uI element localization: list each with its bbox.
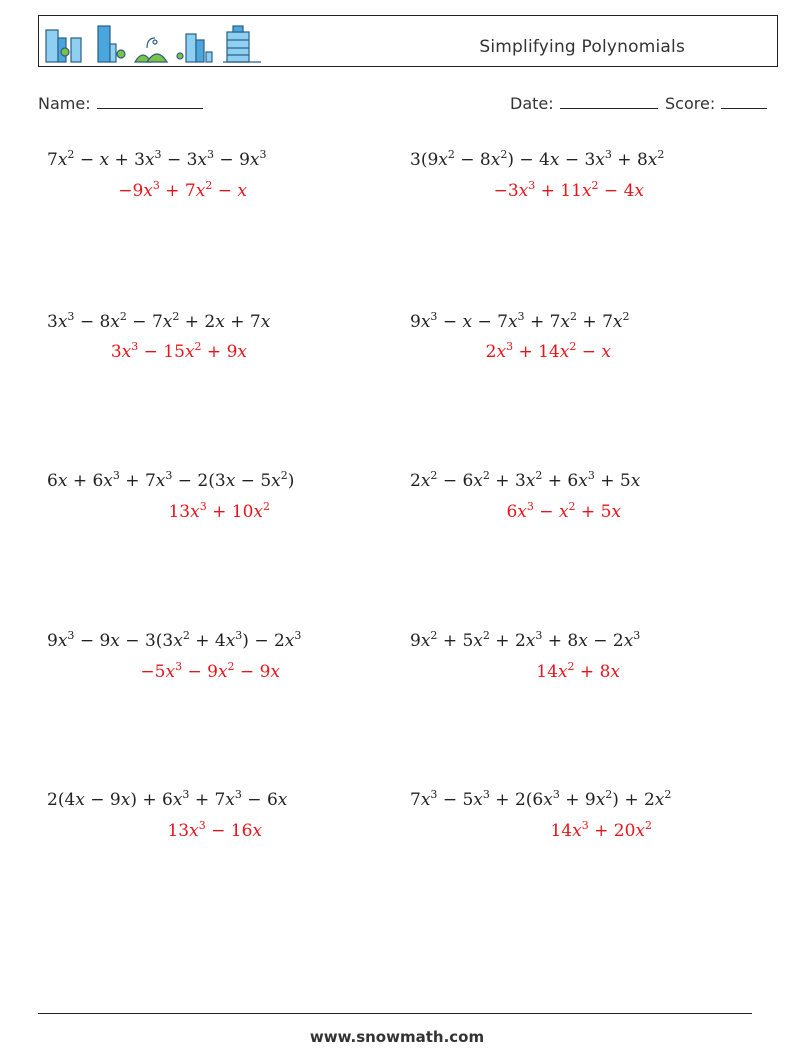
score-line[interactable] <box>721 94 767 109</box>
header-box <box>38 15 778 67</box>
problem-7-answer: $-5x^3 - 9x^2 - 9x$ <box>140 660 280 682</box>
problem-2-answer: $-3x^3 + 11x^2 - 4x$ <box>493 179 644 201</box>
footer-divider <box>38 1013 752 1014</box>
date-line[interactable] <box>560 94 658 109</box>
date-field[interactable] <box>510 94 658 113</box>
name-label: Name: <box>38 94 91 113</box>
problem-9-question: $2(4x - 9x) + 6x^3 + 7x^3 - 6x$ <box>47 788 288 810</box>
name-line[interactable] <box>97 94 203 109</box>
problem-5-answer: $13x^3 + 10x^2$ <box>168 500 270 522</box>
problem-8-question: $9x^2 + 5x^2 + 2x^3 + 8x - 2x^3$ <box>410 629 641 651</box>
problem-1-question: $7x^2 - x + 3x^3 - 3x^3 - 9x^3$ <box>47 148 267 170</box>
name-field[interactable] <box>38 94 203 113</box>
worksheet-title: Simplifying Polynomials <box>479 37 685 57</box>
score-field[interactable] <box>665 94 767 113</box>
problem-9-answer: $13x^3 - 16x$ <box>167 819 262 841</box>
problem-6-question: $2x^2 - 6x^2 + 3x^2 + 6x^3 + 5x$ <box>410 469 641 491</box>
problem-6-answer: $6x^3 - x^2 + 5x$ <box>506 500 621 522</box>
problem-7-question: $9x^3 - 9x - 3(3x^2 + 4x^3) - 2x^3$ <box>47 629 302 651</box>
problem-1-answer: $-9x^3 + 7x^2 - x$ <box>118 179 247 201</box>
city-buildings-logo <box>43 18 283 64</box>
problem-4-question: $9x^3 - x - 7x^3 + 7x^2 + 7x^2$ <box>410 310 630 332</box>
footer-website: www.snowmath.com <box>309 1028 485 1046</box>
problem-8-answer: $14x^2 + 8x$ <box>536 660 620 682</box>
problem-4-answer: $2x^3 + 14x^2 - x$ <box>485 340 611 362</box>
date-label: Date: <box>510 94 554 113</box>
problem-3-question: $3x^3 - 8x^2 - 7x^2 + 2x + 7x$ <box>47 310 271 332</box>
problem-10-answer: $14x^3 + 20x^2$ <box>550 819 652 841</box>
problem-3-answer: $3x^3 - 15x^2 + 9x$ <box>110 340 247 362</box>
problem-2-question: $3(9x^2 - 8x^2) - 4x - 3x^3 + 8x^2$ <box>410 148 665 170</box>
problem-5-question: $6x + 6x^3 + 7x^3 - 2(3x - 5x^2)$ <box>47 469 295 491</box>
score-label: Score: <box>665 94 716 113</box>
problem-10-question: $7x^3 - 5x^3 + 2(6x^3 + 9x^2) + 2x^2$ <box>410 788 672 810</box>
